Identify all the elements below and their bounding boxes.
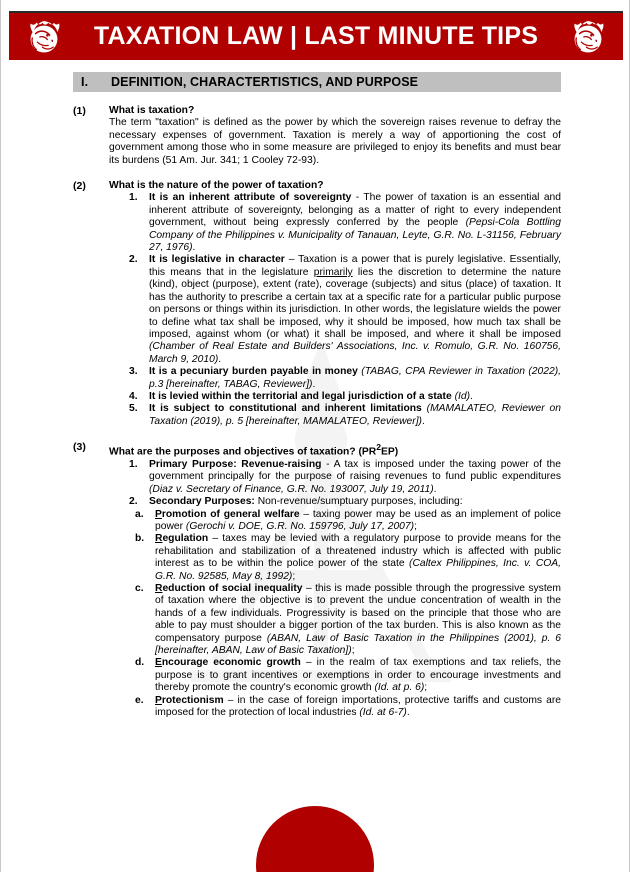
underlined-initial: R <box>155 533 163 545</box>
item-tail: . <box>422 415 425 427</box>
item-tail: . <box>433 483 437 495</box>
subitem-text: – taxing power may be used as an implement of police power <box>155 508 561 533</box>
item-lead: Primary Purpose: Revenue-raising <box>149 458 322 470</box>
list-item <box>129 391 561 403</box>
question-title-superscript: 2 <box>376 442 381 453</box>
subitem-tail: ; <box>414 521 417 533</box>
subitem-citation: (ABAN, Law of Basic Taxation in the Philippines (2001), p. 6 [hereinafter, ABAN, Law of Basic Taxation]) <box>155 632 561 657</box>
item-lead: Secondary Purposes: <box>149 496 255 508</box>
item-citation: (Pepsi-Cola Bottling Company of the Philippines v. Municipality of Tanauan, Leyte, G.R. No. L-31156, February 27, 1976) <box>149 217 561 254</box>
subitem-tail: ; <box>292 570 296 582</box>
subitem-text: – this is made possible through the progressive system of taxation where the objective is to prevent the undue concentration of wealth in the hands of a few individuals. Progressivity is based on the principle that those who are able to pay must shoulder a bigger portion of the tax burden. This is also known as the compensatory purpose <box>155 583 561 644</box>
subitem-citation: (Id. at p. 6) <box>374 682 425 694</box>
page-title: TAXATION LAW | LAST MINUTE TIPS <box>93 22 539 50</box>
footer-decorative-circle <box>256 806 374 872</box>
subitem-text: – in the realm of tax exemptions and tax reliefs, the purpose is to grant incentives or exemptions in order to encourage investments and thereby promote the country's economic growth <box>155 657 561 694</box>
sub-list-marker: d. <box>135 657 145 669</box>
list-item <box>129 459 561 496</box>
underlined-term: primarily <box>313 266 353 278</box>
subitem-lead: Reduction of social inequality <box>155 583 303 595</box>
question-block-3 <box>1 441 630 719</box>
subitem-tail: . <box>406 707 410 719</box>
item-lead: It is a pecuniary burden payable in money <box>149 366 358 378</box>
subitem-text: – in the case of foreign importations, protective tariffs and customs are imposed for the protection of local industries <box>155 694 561 719</box>
question-number: (1) <box>73 105 86 117</box>
item-citation: (Id) <box>454 390 471 402</box>
item-tail: . <box>312 378 316 390</box>
subitem-lead: Protectionism <box>155 694 224 706</box>
sub-list-item <box>135 657 561 694</box>
item-citation: (Diaz v. Secretary of Finance, G.R. No. 193007, July 19, 2011) <box>149 483 434 495</box>
lion-head-logo-icon <box>23 16 65 58</box>
page-header-banner <box>9 11 623 60</box>
section-title: DEFINITION, CHARACTERTISTICS, AND PURPOSE <box>111 75 419 89</box>
lion-head-logo-icon <box>567 16 609 58</box>
item-text: - The power of taxation is an essential and inherent attribute of sovereignty, belonging as a matter of right to every independent government, without being expressly conferred by the people <box>149 192 561 229</box>
list-item <box>129 496 561 508</box>
subitem-citation: (Id. at 6-7) <box>359 707 407 719</box>
list-marker: 1. <box>129 458 138 470</box>
item-text: – Taxation is a power that is purely legislative. Essentially, this means that in the legislature primarily lies the discretion to determine the nature (kind), object (purpose), extent (rate), coverage (subjects) and situs (place) of taxation. It has the authority to prescribe a certain tax at a specific rate for a particular public purpose on persons or things within its jurisdiction. In other words, the legislature wields the power to define what tax shall be imposed, why it should be imposed, how much tax shall be imposed, against whom (or what) it shall be imposed, and where it shall be imposed <box>149 254 561 340</box>
item-tail: . <box>192 242 196 254</box>
section-heading <box>73 72 561 92</box>
item-lead: It is legislative in character <box>149 254 285 266</box>
sub-list-marker: a. <box>135 508 144 520</box>
list-item <box>129 254 561 366</box>
item-tail: . <box>470 390 473 402</box>
question-block-1 <box>1 105 630 167</box>
question-paragraph: The term "taxation" is defined as the power by which the sovereign raises revenue to defray the necessary expenses of government. Taxation is merely a way of apportioning the cost of government among those who in some measure are privileged to enjoy its benefits and must bear its burdens (51 Am. Jur. 341; 1 Cooley 72-93). <box>109 117 561 166</box>
subitem-tail: ; <box>424 682 428 694</box>
underlined-initial: P <box>155 508 162 520</box>
list-marker: 1. <box>129 192 138 204</box>
question-number: (2) <box>73 180 86 193</box>
item-lead: It is levied within the territorial and legal jurisdiction of a state <box>149 390 452 402</box>
list-marker: 5. <box>129 403 138 415</box>
sub-list-marker: b. <box>135 533 145 545</box>
sub-list-item <box>135 695 561 720</box>
section-number: I. <box>81 75 89 89</box>
sub-list-marker: e. <box>135 694 144 706</box>
subitem-tail: ; <box>351 645 355 657</box>
list-item <box>129 192 561 254</box>
item-tail: . <box>218 353 222 365</box>
subitem-citation: (Gerochi v. DOE, G.R. No. 159796, July 17, 2007) <box>185 521 415 533</box>
sub-list-item <box>135 533 561 583</box>
item-lead: It is an inherent attribute of sovereignty <box>149 192 352 204</box>
item-text: Non-revenue/sumptuary purposes, including: <box>254 496 463 508</box>
subitem-lead: Regulation <box>155 533 209 545</box>
item-lead: It is subject to constitutional and inherent limitations <box>149 403 422 415</box>
list-item <box>129 366 561 391</box>
document-content <box>1 72 630 720</box>
question-block-2 <box>1 180 630 428</box>
subitem-lead: Promotion of general welfare <box>155 508 300 520</box>
question-number: (3) <box>73 441 86 454</box>
question-title-text: What are the purposes and objectives of taxation? (PR <box>109 446 377 458</box>
question-title: What is taxation? <box>109 105 195 116</box>
subitem-lead: Encourage economic growth <box>155 657 301 669</box>
subitem-citation: (Caltex Philippines, Inc. v. COA, G.R. No. 92585, May 8, 1992) <box>155 558 561 582</box>
list-marker: 4. <box>129 390 138 402</box>
question-title-rest: EP) <box>380 446 399 458</box>
list-marker: 2. <box>129 496 138 508</box>
question-title <box>109 441 561 459</box>
underlined-initial: R <box>155 583 163 595</box>
item-citation: (Chamber of Real Estate and Builders' Associations, Inc. v. Romulo, G.R. No. 160756, March 9, 2010) <box>149 341 561 365</box>
underlined-initial: P <box>155 694 162 706</box>
sub-list-item <box>135 509 561 534</box>
list-item <box>129 403 561 428</box>
underlined-initial: E <box>155 657 162 669</box>
item-citation: (TABAG, CPA Reviewer in Taxation (2022), p.3 [hereinafter, TABAG, Reviewer]) <box>149 366 561 390</box>
item-text: - A tax is imposed under the taxing power of the government principally for the purpose of raising revenues to fund public expenditures <box>149 458 561 483</box>
sub-list-marker: c. <box>135 583 144 595</box>
sub-list-item <box>135 583 561 657</box>
list-marker: 3. <box>129 366 138 378</box>
item-citation: (MAMALATEO, Reviewer on Taxation (2019), p. 5 [hereinafter, MAMALATEO, Reviewer]) <box>149 403 561 427</box>
subitem-text: – taxes may be levied with a regulatory purpose to provide means for the rehabilitation and stabilization of a threatened industry which is affected with public interest as to be within the police power of the state <box>155 533 561 570</box>
question-title: What is the nature of the power of taxation? <box>109 180 324 192</box>
list-marker: 2. <box>129 254 138 266</box>
